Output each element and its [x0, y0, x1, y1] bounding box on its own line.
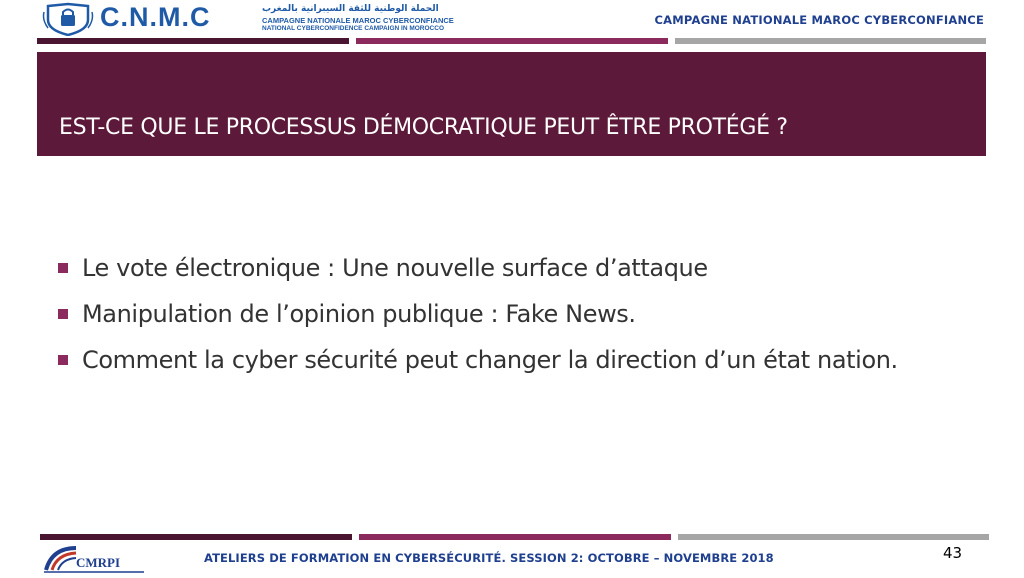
- logo-wordmark: C.N.M.C: [100, 2, 211, 32]
- logo-english-text: NATIONAL CYBERCONFIDENCE CAMPAIGN IN MOROCCO: [262, 25, 444, 32]
- slide-title: EST-CE QUE LE PROCESSUS DÉMOCRATIQUE PEUT ÊTRE PROTÉGÉ ?: [59, 115, 788, 140]
- logo-arabic-text: الحملة الوطنية للثقة السيبرانية بالمغرب: [262, 4, 439, 14]
- bottom-bar-mid: [359, 534, 671, 540]
- logo-french-text: CAMPAGNE NATIONALE MAROC CYBERCONFIANCE: [262, 16, 454, 25]
- bottom-bar-gray: [678, 534, 989, 540]
- list-item: [58, 245, 898, 291]
- bottom-bar-dark: [40, 534, 352, 540]
- campaign-title: CAMPAGNE NATIONALE MAROC CYBERCONFIANCE: [654, 13, 984, 27]
- title-banner: [37, 52, 986, 156]
- square-bullet-icon: [58, 355, 68, 365]
- top-bar-mid: [356, 38, 668, 44]
- bullet-list: [58, 245, 898, 383]
- page-number: 43: [943, 544, 963, 562]
- square-bullet-icon: [58, 263, 68, 273]
- square-bullet-icon: [58, 309, 68, 319]
- bullet-text: Le vote électronique : Une nouvelle surface d’attaque: [82, 254, 708, 282]
- top-bar-gray: [675, 38, 986, 44]
- footer-logo-text: CMRPI: [76, 555, 121, 570]
- cmrpi-logo: [42, 542, 146, 574]
- bullet-text: Manipulation de l’opinion publique : Fake News.: [82, 300, 636, 328]
- list-item: [58, 337, 898, 383]
- cnmc-shield-icon: [42, 2, 94, 36]
- list-item: [58, 291, 898, 337]
- top-bar-dark: [37, 38, 349, 44]
- bullet-text: Comment la cyber sécurité peut changer la direction d’un état nation.: [82, 346, 898, 374]
- footer-event-text: ATELIERS DE FORMATION EN CYBERSÉCURITÉ. SESSION 2: OCTOBRE – NOVEMBRE 2018: [204, 551, 774, 565]
